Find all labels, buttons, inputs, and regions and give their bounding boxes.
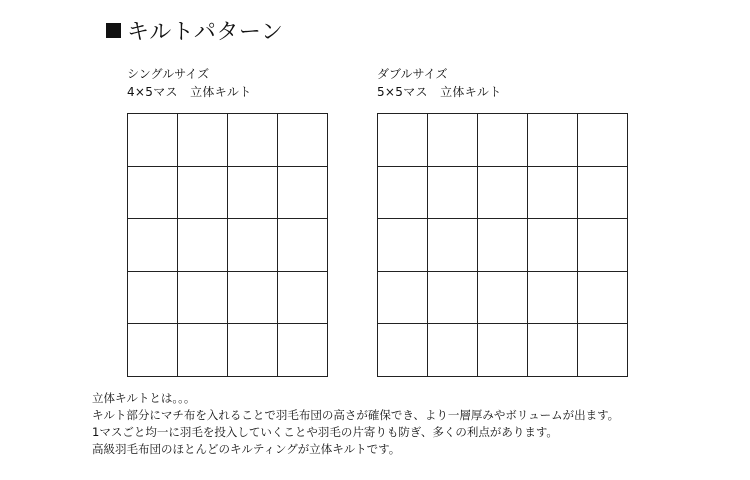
quilt-cell [178, 219, 228, 272]
quilt-cell [578, 219, 628, 272]
quilt-cell [228, 219, 278, 272]
double-quilt-grid [377, 113, 628, 377]
quilt-cell [278, 219, 328, 272]
quilt-cell [378, 324, 428, 377]
quilt-cell [278, 272, 328, 325]
quilt-cell [528, 219, 578, 272]
description-line-2: 1マスごと均一に羽毛を投入していくことや羽毛の片寄りも防ぎ、多くの利点があります。 [92, 425, 558, 439]
quilt-cell [378, 167, 428, 220]
quilt-cell [478, 324, 528, 377]
quilt-cell [278, 324, 328, 377]
quilt-cell [478, 167, 528, 220]
quilt-cell [578, 114, 628, 167]
quilt-cell [528, 114, 578, 167]
quilt-cell [278, 114, 328, 167]
quilt-cell [428, 114, 478, 167]
quilt-cell [478, 219, 528, 272]
quilt-cell [428, 167, 478, 220]
quilt-cell [528, 167, 578, 220]
square-bullet-icon [106, 23, 121, 38]
quilt-cell [428, 324, 478, 377]
quilt-cell [478, 272, 528, 325]
double-size-name: ダブルサイズ [377, 67, 448, 81]
quilt-cell [578, 167, 628, 220]
quilt-cell [128, 167, 178, 220]
single-size-spec: 4×5マス 立体キルト [127, 85, 252, 99]
quilt-cell [528, 324, 578, 377]
quilt-cell [178, 324, 228, 377]
description-line-1: キルト部分にマチ布を入れることで羽毛布団の高さが確保でき、より一層厚みやボリュームが出ます。 [92, 408, 620, 422]
quilt-cell [228, 324, 278, 377]
quilt-cell [378, 114, 428, 167]
single-size-name: シングルサイズ [127, 67, 210, 81]
quilt-cell [478, 114, 528, 167]
quilt-cell [378, 219, 428, 272]
double-size-spec: 5×5マス 立体キルト [377, 85, 502, 99]
quilt-cell [128, 272, 178, 325]
page-title [106, 14, 283, 46]
quilt-cell [128, 114, 178, 167]
quilt-cell [178, 114, 228, 167]
quilt-cell [228, 114, 278, 167]
single-quilt-grid [127, 113, 328, 377]
quilt-cell [578, 324, 628, 377]
double-size-label [377, 65, 502, 101]
quilt-cell [128, 219, 178, 272]
quilt-cell [528, 272, 578, 325]
quilt-cell [128, 324, 178, 377]
quilt-cell [278, 167, 328, 220]
quilt-cell [228, 167, 278, 220]
quilt-cell [578, 272, 628, 325]
quilt-cell [178, 272, 228, 325]
single-size-label [127, 65, 252, 101]
description [92, 390, 619, 458]
quilt-cell [228, 272, 278, 325]
description-line-3: 高級羽毛布団のほとんどのキルティングが立体キルトです。 [92, 442, 401, 456]
quilt-cell [428, 272, 478, 325]
page-title-text: キルトパターン [127, 19, 284, 45]
quilt-cell [378, 272, 428, 325]
quilt-cell [428, 219, 478, 272]
quilt-cell [178, 167, 228, 220]
description-heading: 立体キルトとは。。。 [92, 391, 196, 405]
